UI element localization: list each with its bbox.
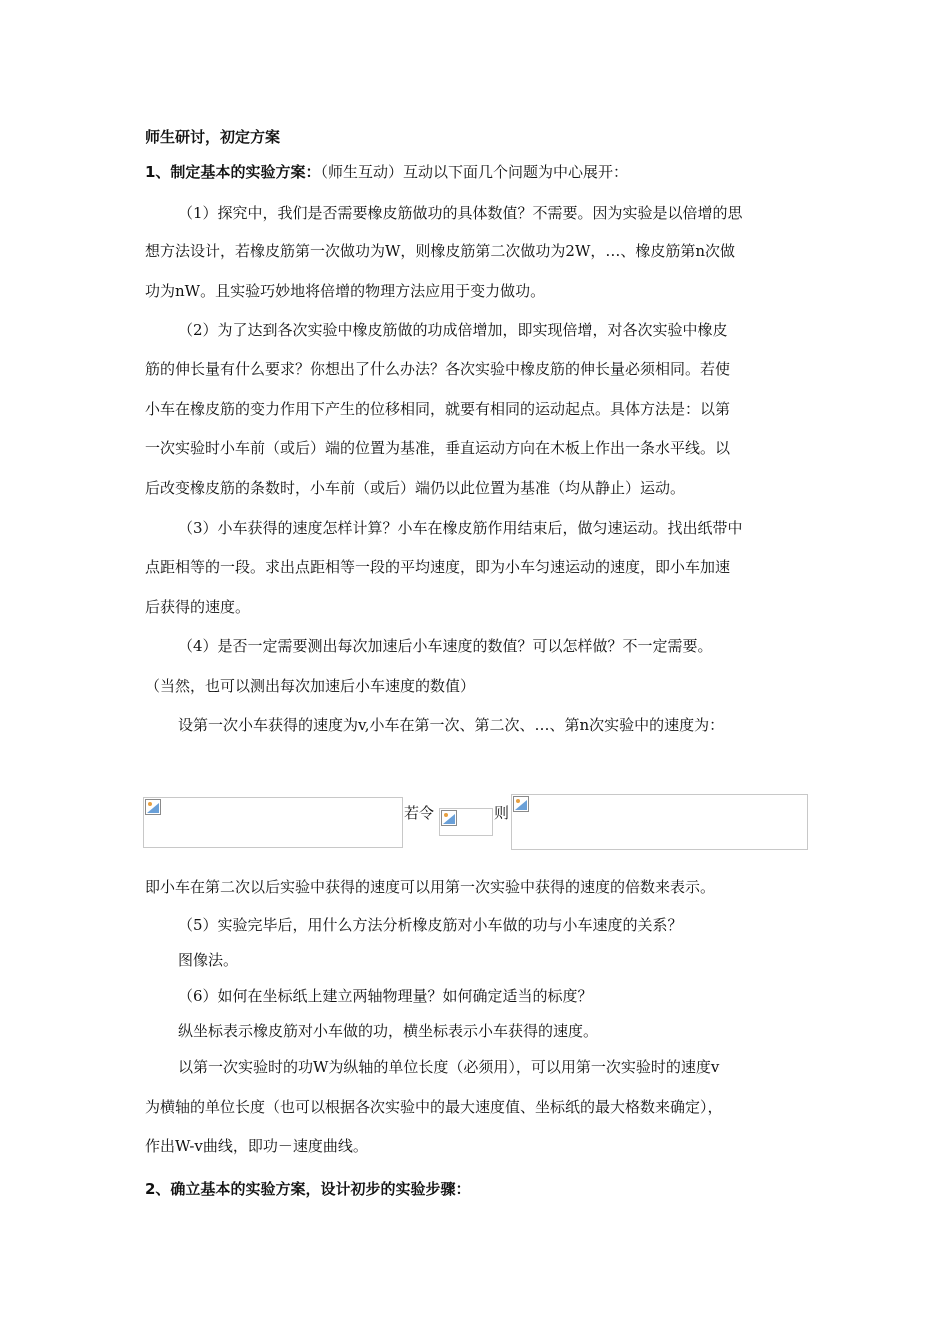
- q2-line-2: 筋的伸长量有什么要求？你想出了什么办法？各次实验中橡皮筋的伸长量必须相同。若使: [145, 360, 731, 378]
- q1-line-1: （1）探究中，我们是否需要橡皮筋做功的具体数值？不需要。因为实验是以倍增的思: [178, 204, 743, 222]
- broken-image-icon: [441, 810, 457, 826]
- formula-then-text: 则: [494, 804, 510, 822]
- step1-line: [145, 162, 810, 182]
- broken-image-icon: [145, 799, 161, 815]
- q6-answer: 纵坐标表示橡皮筋对小车做的功，横坐标表示小车获得的速度。: [178, 1022, 599, 1040]
- q6-detail-3: 作出W-v曲线，即功－速度曲线。: [145, 1137, 368, 1155]
- section-title: 师生研讨，初定方案: [145, 128, 281, 146]
- q1-line-3: 功为nW。且实验巧妙地将倍增的物理方法应用于变力做功。: [145, 282, 546, 300]
- q2-line-4: 一次实验时小车前（或后）端的位置为基准，垂直运动方向在木板上作出一条水平线。以: [145, 439, 731, 457]
- formula-image-speeds: [143, 797, 403, 848]
- q3-line-3: 后获得的速度。: [145, 598, 251, 616]
- q2-line-5: 后改变橡皮筋的条数时，小车前（或后）端仍以此位置为基准（均从静止）运动。: [145, 479, 686, 497]
- q4-conclusion: 即小车在第二次以后实验中获得的速度可以用第一次实验中获得的速度的倍数来表示。: [145, 878, 716, 896]
- formula-image-result: [511, 794, 808, 850]
- q4-line-2: （当然，也可以测出每次加速后小车速度的数值）: [145, 677, 476, 695]
- step1-intro: （师生互动）互动以下面几个问题为中心展开：: [320, 163, 628, 181]
- formula-let-text: 若令: [404, 804, 435, 822]
- q6-detail-2: 为横轴的单位长度（也可以根据各次实验中的最大速度值、坐标纸的最大格数来确定），: [145, 1098, 723, 1116]
- broken-image-icon: [513, 796, 529, 812]
- step1-heading: 1、制定基本的实验方案：: [145, 163, 321, 181]
- q6-detail-1: 以第一次实验时的功W为纵轴的单位长度（必须用），可以用第一次实验时的速度v: [178, 1058, 720, 1076]
- q1-line-2: 想方法设计，若橡皮筋第一次做功为W，则橡皮筋第二次做功为2W，…、橡皮筋第n次做: [145, 242, 736, 260]
- q5-answer: 图像法。: [178, 951, 239, 969]
- q3-line-1: （3）小车获得的速度怎样计算？小车在橡皮筋作用结束后，做匀速运动。找出纸带中: [178, 519, 743, 537]
- q2-line-3: 小车在橡皮筋的变力作用下产生的位移相同，就要有相同的运动起点。具体方法是：以第: [145, 400, 731, 418]
- q2-line-1: （2）为了达到各次实验中橡皮筋做的功成倍增加，即实现倍增，对各次实验中橡皮: [178, 321, 728, 339]
- q6-question: （6）如何在坐标纸上建立两轴物理量？如何确定适当的标度？: [178, 987, 593, 1005]
- q5-question: （5）实验完毕后，用什么方法分析橡皮筋对小车做的功与小车速度的关系？: [178, 916, 683, 934]
- formula-image-let: [439, 808, 493, 836]
- q4-line-1: （4）是否一定需要测出每次加速后小车速度的数值？可以怎样做？不一定需要。: [178, 637, 713, 655]
- q4-setup: 设第一次小车获得的速度为v,小车在第一次、第二次、…、第n次实验中的速度为：: [178, 716, 725, 734]
- step2-heading: 2、确立基本的实验方案，设计初步的实验步骤：: [145, 1180, 471, 1198]
- q3-line-2: 点距相等的一段。求出点距相等一段的平均速度，即为小车匀速运动的速度，即小车加速: [145, 558, 731, 576]
